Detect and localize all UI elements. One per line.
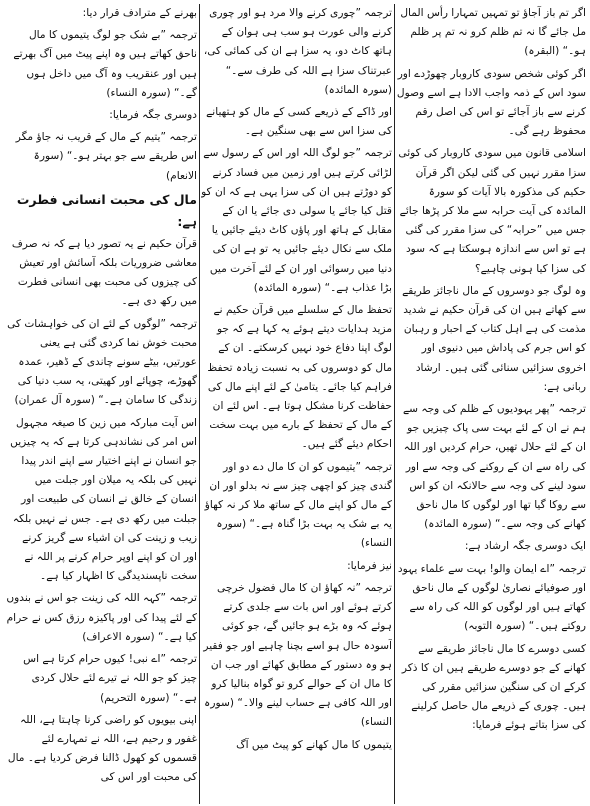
paragraph: کسی دوسرے کا مال ناجائز طریقے سے کھانے کے جو دوسرے طریقے ہیں ان کا ذکر کرکے ان کی سنگین سزائیں مقرر کی ہیں۔ چوری کے ذریعے مال حاصل کرلینے کی سزا بتاتے ہوئے فرمایا:: [401, 642, 586, 732]
paragraph: اسلامی قانون میں سودی کاروبار کی کوئی سزا مقرر نہیں کی گئی لیکن اگر قرآن حکیم کی مذکورہ بالا آیات کو سورۃ المائدہ کی آیت حرابہ سے ملا کر پڑھا جائے جس میں ”حرابہ“ کی سزا مقرر کی گئی ہے تو اس سے اندازہ ہوسکتا ہے کہ سود کی سزا کیا ہونی چاہیے؟: [398, 147, 586, 275]
paragraph: اپنی بیویوں کو راضی کرنا چاہتا ہے، اللہ غفور و رحیم ہے، اللہ نے تمہارے لئے قسموں کو کھول ڈالنا فرض کردیا ہے۔ مال کی محبت اور اس کی: [7, 713, 197, 784]
paragraph: نیز فرمایا:: [347, 559, 392, 572]
column-divider: [199, 4, 200, 804]
paragraph: دوسری جگہ فرمایا:: [109, 109, 197, 122]
column-middle: [201, 4, 392, 804]
paragraph: ترجمہ ”پھر یہودیوں کے ظلم کی وجہ سے ہم نے ان کے لئے بہت سی پاک چیزیں جو ان کے لئے حلال تھیں، حرام کردیں اور اللہ کی راہ سے ان کے روکنے کی وجہ سے اور سود لینے کی وجہ سے حالانکہ ان کو اس سے روکا گیا تھا اور لوگوں کا مال ناحق کھانے کی وجہ سے۔“ (سورہ المائدہ): [402, 403, 586, 531]
section-heading: مال کی محبت انسانی فطرت ہے:: [16, 191, 197, 229]
paragraph: بھرنے کے مترادف قرار دیا:: [82, 7, 197, 19]
paragraph: ترجمہ ”نہ کھاؤ ان کا مال فضول خرچی کرتے ہوئے اور اس بات سے جلدی کرتے ہوئے کہ وہ بڑے ہو جائیں گے، جو کوئی آسودہ حال ہو اسے بچنا چاہیے اور جو فقیر ہو وہ دستور کے مطابق کھائے اور جب ان کا مال ان کے حوالے کرو تو گواہ بنالیا کرو اور اللہ کافی ہے حساب لینے والا۔“ (سورہ النساء): [203, 581, 392, 729]
paragraph: ایک دوسری جگہ ارشاد ہے:: [464, 540, 586, 553]
column-left: [6, 4, 197, 804]
paragraph: ترجمہ ”کہہ اللہ کی زینت جو اس نے بندوں کے لئے پیدا کی اور پاکیزہ رزق کس نے حرام کیا ہے۔“ (سورہ الاعراف): [6, 592, 197, 643]
paragraph: ترجمہ ”چوری کرنے والا مرد ہو اور چوری کرنے والی عورت ہو سب ہی ہوان کے ہاتھ کاٹ دو، یہ سزا ہے ان کی کمائی کی، عبرتناک سزا ہے اللہ کی طرف سے۔“ (سورہ المائدہ): [203, 7, 392, 96]
paragraph: ترجمہ ”لوگوں کے لئے ان کی خواہشات کی محبت خوش نما کردی گئی ہے یعنی عورتیں، بیٹے سونے چاندی کے ڈھیر، عمدہ گھوڑے، چوپائے اور کھیتی، یہ سب دنیا کی زندگی کا سامان ہے۔“ (سورہ آل عمران): [7, 317, 197, 407]
paragraph: ترجمہ ”جو لوگ اللہ اور اس کے رسول سے لڑائی کرتے ہیں اور زمین میں فساد کرنے کو دوڑتے ہیں ان کی سزا یہی ہے کہ ان کو قتل کیا جائے یا سولی دی جائے یا ان کے مقابل کے ہاتھ اور پاؤں کاٹ دیئے جائیں یا ملک سے نکال دیئے جائیں یہ تو ہے ان کی دنیا میں رسوائی اور ان کے لئے آخرت میں بڑا عذاب ہے۔“ (سورہ المائدہ): [201, 147, 392, 294]
paragraph: ترجمہ ”اے ایمان والو! بہت سے علماء یہود اور صوفیائے نصاریٰ لوگوں کے مال ناحق کھاتے ہیں اور لوگوں کو اللہ کی راہ سے روکتے ہیں۔“ (سورہ التوبہ): [397, 562, 586, 633]
paragraph: اگر تم باز آجاؤ تو تمہیں تمہارا رأس المال مل جائے گا نہ تم ظلم کرو نہ تم پر ظلم ہو۔“ (البقرہ): [400, 7, 586, 58]
paragraph: وہ لوگ جو دوسروں کے مال ناجائز طریقے سے کھاتے ہیں ان کی قرآن حکیم نے شدید مذمت کی ہے اہل کتاب کے احبار و رہبان کو اس جرم کی پاداش میں دنیوی اور اخروی سزائیں سنائی گئی ہیں۔ ارشاد ربانی ہے:: [402, 284, 586, 393]
paragraph: ترجمہ ”بے شک جو لوگ یتیموں کا مال ناحق کھاتے ہیں وہ اپنے پیٹ میں آگ بھرتے ہیں اور عنقریب وہ آگ میں داخل ہوں گے۔“ (سورہ النساء): [13, 29, 197, 99]
paragraph: اگر کوئی شخص سودی کاروبار چھوڑدے اور سود اس کے ذمہ واجب الادا ہے اسے وصول کرنے سے باز آجائے تو اس کی اصل رقم محفوظ رہے گی۔: [396, 67, 586, 138]
paragraph: اور ڈاکے کے ذریعے کسی کے مال کو ہتھیانے کی سزا اس سے بھی سنگین ہے۔: [206, 106, 392, 138]
paragraph: یتیموں کا مال کھانے کو پیٹ میں آگ: [236, 738, 392, 751]
column-right: [396, 4, 586, 804]
paragraph: ترجمہ ”یتیم کے مال کے قریب نہ جاؤ مگر اس طریقے سے جو بہتر ہو۔“ (سورۃ الانعام): [15, 131, 197, 182]
paragraph: قرآن حکیم نے یہ تصور دیا ہے کہ نہ صرف معاشی ضروریات بلکہ آسائش اور تعیش کی چیزوں کی محبت بھی انسانی فطرت میں رکھ دی ہے۔: [11, 237, 197, 308]
column-divider: [394, 4, 395, 804]
paragraph: تحفظ مال کے سلسلے میں قرآن حکیم نے مزید ہدایات دیتے ہوئے یہ کہا ہے کہ جو لوگ اپنا دفاع خود نہیں کرسکتے۔ ان کے مال کو دوسروں کی بہ نسبت زیادہ تحفظ فراہم کیا جائے۔ یتامیٰ کے لئے اپنے مال کی حفاظت کرنا مشکل ہوتا ہے۔ اس لئے ان کے مال کے تحفظ کے بارے میں بہت سخت احکام دیئے گئے ہیں۔: [207, 304, 392, 451]
paragraph: ترجمہ ”اے نبی! کیوں حرام کرتا ہے اس چیز کو جو اللہ نے تیرے لئے حلال کردی ہے۔“ (سورہ التحریم): [23, 653, 197, 704]
paragraph: ترجمہ ”یتیموں کو ان کا مال دے دو اور گندی چیز کو اچھی چیز سے نہ بدلو اور ان کے مال کو اپنے مال کے ساتھ ملا کر نہ کھاؤ یہ بے شک یہ بہت بڑا گناہ ہے۔“ (سورہ النساء): [204, 460, 392, 550]
paragraph: اس آیت مبارکہ میں زین کا صیغہ مجہول اس امر کی نشاندہی کرتا ہے کہ یہ چیزیں جو انسان نے اپنے اختیار سے اپنے اندر پیدا نہیں کی بلکہ یہ میلان اور جبلت میں انسان کے خالق نے انسان کی طبیعت اور جبلت میں رکھ دی ہے۔ جس نے نہیں بلکہ زیب و زینت کی ان اشیاء سے گریز کرنے اور ان کو اپنے اوپر حرام کرنے پر اللہ نے سخت ناپسندیدگی کا اظہار کیا ہے۔: [10, 416, 197, 583]
